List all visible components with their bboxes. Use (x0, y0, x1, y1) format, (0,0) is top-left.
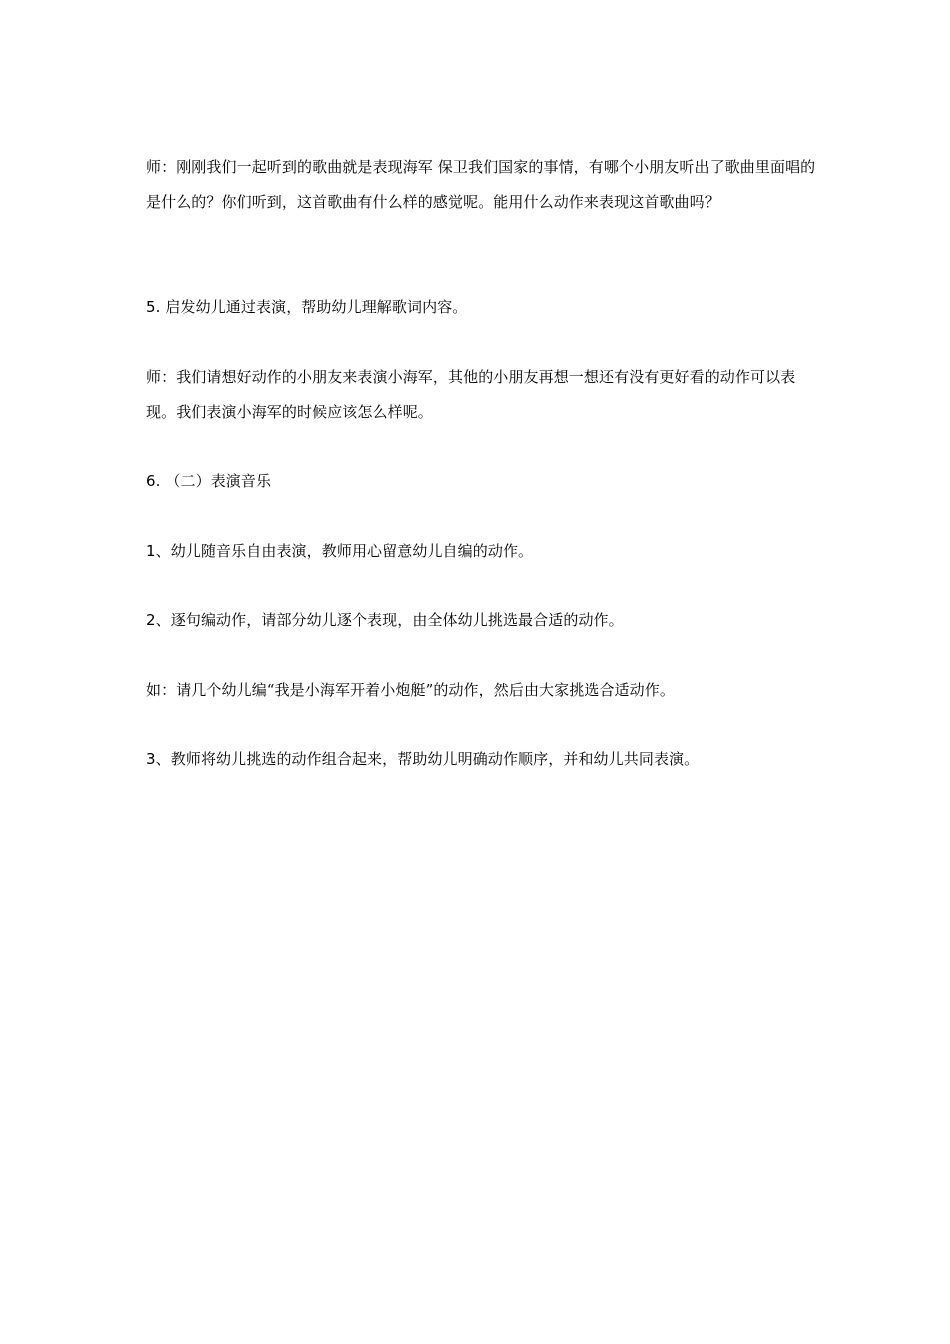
paragraph-item-1 (146, 534, 816, 569)
paragraph-text: 、教师将幼儿挑选的动作组合起来，帮助幼儿明确动作顺序，并和幼儿共同表演。 (155, 750, 700, 768)
paragraph-step-5 (146, 290, 816, 325)
step-number: 5 (146, 298, 156, 316)
paragraph-text: 师：我们请想好动作的小朋友来表演小海军，其他的小朋友再想一想还有没有更好看的动作可以表现。我们表演小海军的时候应该怎么样呢。 (146, 368, 796, 421)
paragraph-text: 如：请几个幼儿编“我是小海军开着小炮艇”的动作，然后由大家挑选合适动作。 (146, 681, 675, 699)
paragraph-example (146, 673, 816, 708)
paragraph-text: . （二）表演音乐 (155, 472, 272, 490)
paragraph-text: 师：刚刚我们一起听到的歌曲就是表现海军 保卫我们国家的事情，有哪个小朋友听出了歌曲里面唱的是什么的？你们听到，这首歌曲有什么样的感觉呢。能用什么动作来表现这首歌曲吗？ (146, 158, 816, 211)
item-number: 3 (146, 750, 156, 768)
paragraph-teacher-invite (146, 360, 816, 430)
paragraph-item-3 (146, 742, 816, 777)
paragraph-teacher-question (146, 150, 816, 220)
paragraph-text: 、幼儿随音乐自由表演，教师用心留意幼儿自编的动作。 (155, 542, 534, 560)
step-number: 6 (146, 472, 156, 490)
paragraph-text: 、逐句编动作，请部分幼儿逐个表现，由全体幼儿挑选最合适的动作。 (155, 611, 624, 629)
paragraph-step-6 (146, 464, 816, 499)
paragraph-item-2 (146, 603, 816, 638)
item-number: 2 (146, 611, 156, 629)
item-number: 1 (146, 542, 156, 560)
paragraph-text: . 启发幼儿通过表演，帮助幼儿理解歌词内容。 (155, 298, 468, 316)
